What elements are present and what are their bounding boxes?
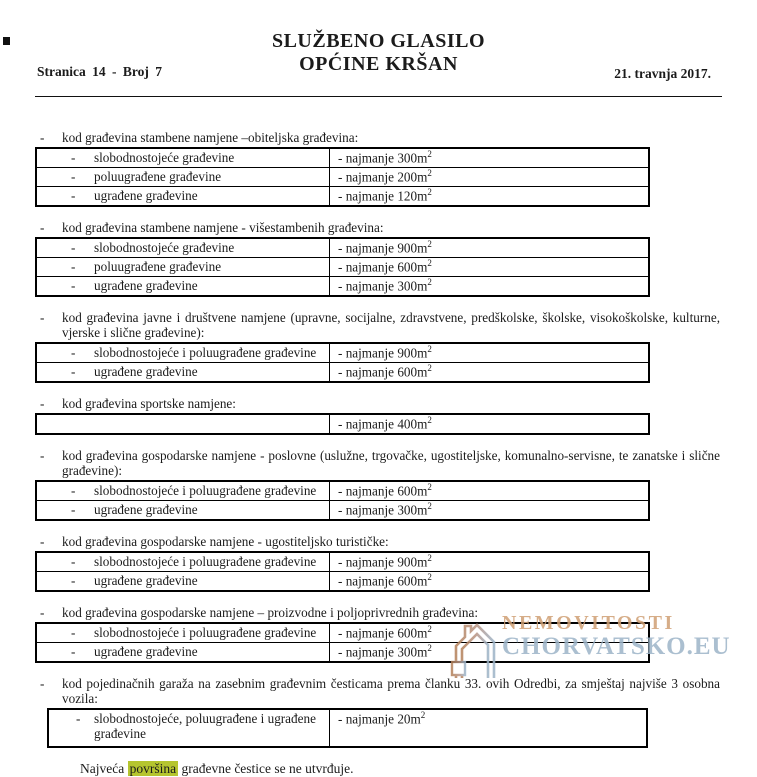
- superscript: 2: [427, 168, 432, 178]
- section-heading-text: kod pojedinačnih garaža na zasebnim građevnim česticama prema članku 33. ovih Odredbi, za smještaj najviše 3 osobna vozila:: [62, 676, 720, 706]
- min-area-cell: [330, 258, 650, 277]
- watermark-line2: CHORVATSKO.EU: [502, 633, 731, 660]
- min-plot-area-table: [47, 708, 648, 748]
- min-plot-area-table: [35, 551, 650, 592]
- row-dash: -: [71, 240, 76, 255]
- section-heading-text: kod građevina stambene namjene –obiteljska građevina:: [62, 130, 359, 145]
- row-dash: -: [71, 502, 76, 517]
- min-area-text: - najmanje 300m: [338, 502, 428, 518]
- table-row: [36, 643, 649, 663]
- list-dash: -: [40, 605, 45, 620]
- building-type-cell: slobodnostojeće i poluugrađene građevine: [94, 345, 317, 360]
- section-heading-text: kod građevina sportske namjene:: [62, 396, 236, 411]
- min-area-text: - najmanje 200m: [338, 169, 428, 185]
- list-dash: -: [40, 396, 45, 411]
- table-row: [36, 258, 649, 277]
- min-area-cell: [330, 187, 650, 207]
- table-row: [36, 168, 649, 187]
- min-area-text: - najmanje 600m: [338, 259, 428, 275]
- superscript: 2: [427, 258, 432, 268]
- page-number-label: Stranica 14 - Broj 7: [37, 64, 162, 79]
- min-area-text: - najmanje 900m: [338, 554, 428, 570]
- building-type-cell: slobodnostojeće građevine: [94, 240, 235, 255]
- min-plot-area-table: [35, 147, 650, 207]
- building-type-cell: slobodnostojeće i poluugrađene građevine: [94, 554, 317, 569]
- min-area-text: - najmanje 600m: [338, 483, 428, 499]
- min-area-cell: [330, 343, 650, 363]
- min-area-text: - najmanje 300m: [338, 644, 428, 660]
- building-type-cell: ugrađene građevine: [94, 644, 198, 659]
- section-sport: [35, 396, 720, 435]
- building-type-cell: slobodnostojeće građevine: [94, 150, 235, 165]
- min-plot-area-table: [35, 622, 650, 663]
- list-dash: -: [40, 534, 45, 549]
- table-row: [36, 363, 649, 383]
- superscript: 2: [420, 710, 426, 720]
- document-body: [0, 102, 757, 777]
- section-residential-multi: [35, 220, 720, 297]
- min-area-text: - najmanje 600m: [338, 573, 428, 589]
- min-area-cell: [330, 148, 650, 168]
- min-area-cell: [330, 168, 650, 187]
- superscript: 2: [427, 624, 432, 634]
- superscript: 2: [427, 482, 432, 492]
- page-header: [0, 0, 757, 102]
- min-area-text: - najmanje 400m: [338, 416, 428, 432]
- row-dash: -: [71, 169, 76, 184]
- building-type-cell: slobodnostojeće, poluugrađene i ugrađene građevine: [94, 711, 316, 741]
- row-dash: -: [71, 625, 76, 640]
- list-dash: -: [40, 676, 45, 691]
- list-dash: -: [40, 130, 45, 145]
- row-dash: -: [71, 554, 76, 569]
- section-heading-text: kod građevina stambene namjene - višestambenih građevina:: [62, 220, 384, 235]
- section-heading: [35, 605, 720, 620]
- superscript: 2: [427, 277, 432, 287]
- table-row: [36, 238, 649, 258]
- min-area-text: - najmanje 600m: [338, 625, 428, 641]
- min-plot-area-table: [35, 237, 650, 297]
- table-row: [36, 187, 649, 207]
- table-row: [36, 343, 649, 363]
- min-area-text: - najmanje 300m: [338, 150, 428, 166]
- building-type-cell: ugrađene građevine: [94, 573, 198, 588]
- section-heading-text: kod građevina gospodarske namjene – proizvodne i poljoprivrednih građevina:: [62, 605, 479, 620]
- building-type-cell: ugrađene građevine: [94, 278, 198, 293]
- building-type-cell: ugrađene građevine: [94, 502, 198, 517]
- section-heading: [35, 310, 720, 340]
- superscript: 2: [427, 239, 432, 249]
- min-plot-area-table: [35, 413, 650, 435]
- superscript: 2: [427, 553, 432, 563]
- min-area-cell: [330, 501, 650, 521]
- min-area-cell: [330, 623, 650, 643]
- section-production-agriculture: [35, 605, 720, 663]
- table-row: [36, 148, 649, 168]
- min-plot-area-table: [35, 342, 650, 383]
- row-dash: -: [71, 644, 76, 659]
- building-type-cell: ugrađene građevine: [94, 188, 198, 203]
- list-dash: -: [40, 448, 45, 463]
- building-type-cell: poluugrađene građevine: [94, 259, 222, 274]
- section-heading: [35, 448, 720, 478]
- superscript: 2: [427, 572, 432, 582]
- highlighted-word: površina: [129, 761, 177, 776]
- table-row: [36, 481, 649, 501]
- table-row: [36, 623, 649, 643]
- superscript: 2: [427, 363, 432, 373]
- min-area-cell: [330, 363, 650, 383]
- section-residential-family: [35, 130, 720, 207]
- section-heading: [35, 534, 720, 549]
- section-heading: [35, 130, 720, 145]
- row-dash: -: [71, 278, 76, 293]
- closing-note: [80, 761, 720, 777]
- issue-date: 21. travnja 2017.: [614, 66, 711, 81]
- superscript: 2: [427, 344, 432, 354]
- list-dash: -: [40, 220, 45, 235]
- section-heading: [35, 220, 720, 235]
- min-area-text: - najmanje 600m: [338, 364, 428, 380]
- min-area-text: - najmanje 900m: [338, 345, 428, 361]
- header-divider: [35, 96, 722, 97]
- building-type-cell: slobodnostojeće i poluugrađene građevine: [94, 625, 317, 640]
- min-area-text: - najmanje 900m: [338, 240, 428, 256]
- section-heading-text: kod građevina gospodarske namjene - poslovne (uslužne, trgovačke, ugostiteljske, komunalno-servisne, te zanatske i slične građevine):: [62, 448, 720, 478]
- gazette-title-line1: SLUŽBENO GLASILO: [271, 30, 486, 52]
- row-dash: -: [71, 345, 76, 360]
- superscript: 2: [427, 501, 432, 511]
- min-area-cell: [330, 572, 650, 592]
- table-row: [48, 709, 647, 747]
- table-row: [36, 414, 649, 434]
- min-area-cell: [330, 643, 650, 663]
- row-dash: -: [76, 711, 81, 726]
- superscript: 2: [427, 187, 432, 197]
- min-area-cell: [330, 481, 650, 501]
- min-area-text: - najmanje 300m: [338, 278, 428, 294]
- section-heading: [35, 676, 720, 706]
- table-row: [36, 572, 649, 592]
- table-row: [36, 501, 649, 521]
- section-tourism: [35, 534, 720, 592]
- table-row: [36, 277, 649, 297]
- building-type-cell: poluugrađene građevine: [94, 169, 222, 184]
- section-business: [35, 448, 720, 521]
- note-suffix: građevne čestice se ne utvrđuje.: [178, 761, 354, 776]
- min-plot-area-table: [35, 480, 650, 521]
- superscript: 2: [427, 149, 432, 159]
- watermark-line1: NEMOVITOSTI: [502, 612, 675, 634]
- note-prefix: Najveća: [80, 761, 128, 776]
- min-area-cell: [330, 709, 648, 747]
- building-type-cell: ugrađene građevine: [94, 364, 198, 379]
- min-area-cell: [330, 277, 650, 297]
- section-heading: [35, 396, 720, 411]
- row-dash: -: [71, 188, 76, 203]
- gazette-title-line2: OPĆINE KRŠAN: [299, 53, 458, 75]
- superscript: 2: [427, 415, 432, 425]
- section-heading-text: kod građevina gospodarske namjene - ugostiteljsko turističke:: [62, 534, 389, 549]
- row-dash: -: [71, 259, 76, 274]
- min-area-cell: [330, 414, 650, 434]
- min-area-text: - najmanje 120m: [338, 188, 428, 204]
- min-area-cell: [330, 552, 650, 572]
- superscript: 2: [427, 643, 432, 653]
- section-public-social: [35, 310, 720, 383]
- section-heading-text: kod građevina javne i društvene namjene (upravne, socijalne, zdravstvene, predškolske, školske, visokoškolske, kulturne, vjerske i slične građevine):: [62, 310, 720, 340]
- section-garages: [35, 676, 720, 748]
- min-area-cell: [330, 238, 650, 258]
- row-dash: -: [71, 150, 76, 165]
- row-dash: -: [71, 483, 76, 498]
- table-row: [36, 552, 649, 572]
- building-type-cell: slobodnostojeće i poluugrađene građevine: [94, 483, 317, 498]
- min-area-text: - najmanje 20m: [338, 711, 421, 727]
- row-dash: -: [71, 573, 76, 588]
- list-dash: -: [40, 310, 45, 325]
- row-dash: -: [71, 364, 76, 379]
